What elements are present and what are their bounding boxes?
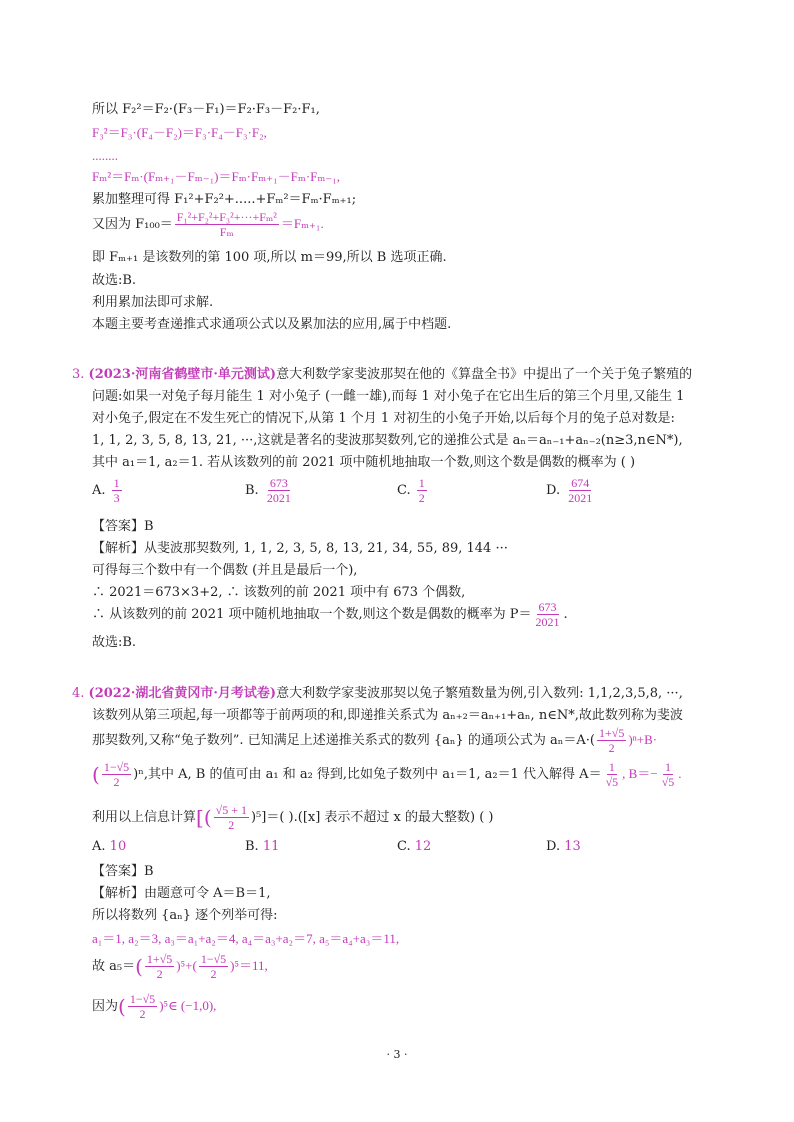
fraction: [145, 952, 174, 981]
question-4-line: 该数列从第三项起,每一项都等于前两项的和,即递推关系式为 aₙ₊₂＝aₙ₊₁+aₙ, n∈N*,故此数列称为斐波: [92, 708, 683, 723]
question-source: (2022·湖北省黄冈市·月考试卷): [88, 686, 277, 701]
solution-line: 故选:B.: [92, 273, 137, 288]
option-value: 11: [262, 839, 280, 854]
text: 又因为 F₁₀₀＝: [92, 217, 173, 232]
fraction: [175, 210, 279, 239]
paren: (: [118, 994, 126, 1019]
fraction: [597, 726, 626, 755]
question-3-line: [72, 366, 692, 384]
denominator: 2021: [568, 491, 593, 505]
answer-line: 【答案】B: [92, 864, 154, 879]
question-4-line: [72, 685, 683, 703]
solution-line: 利用累加法即可求解.: [92, 295, 214, 310]
option-label: D.: [546, 483, 561, 498]
text: )⁵＝11,: [230, 958, 268, 973]
numerator: 1: [113, 476, 120, 490]
option-c[interactable]: [397, 476, 429, 505]
paren: (: [135, 954, 143, 979]
option-a[interactable]: [92, 838, 126, 856]
fraction: [417, 476, 427, 505]
option-label: B.: [245, 483, 259, 498]
numerator: 674: [571, 476, 590, 490]
question-4-line: [92, 803, 494, 832]
analysis-line: 【解析】从斐波那契数列, 1, 1, 2, 3, 5, 8, 13, 21, 34, 55, 89, 144 ···: [92, 541, 508, 556]
question-number: 3.: [72, 367, 85, 382]
denominator: 2: [228, 818, 235, 832]
option-a[interactable]: [92, 476, 124, 505]
analysis-line: 可得每三个数中有一个偶数 (并且是最后一个),: [92, 563, 358, 578]
question-text: 意大利数学家斐波那契以兔子繁殖数量为例,引入数列: 1,1,2,3,5,8, ···,: [276, 686, 683, 701]
option-label: C.: [397, 483, 411, 498]
denominator: 2: [156, 967, 163, 981]
analysis-line: [92, 992, 216, 1021]
question-number: 4.: [72, 686, 85, 701]
denominator: 2: [139, 1007, 146, 1021]
denominator: 2: [210, 967, 217, 981]
denominator: 2: [418, 491, 425, 505]
question-3-line: 其中 a₁＝1, a₂＝1. 若从该数列的前 2021 项中随机地抽取一个数,则这个数是偶数的概率为 ( ): [92, 455, 636, 470]
fraction: [102, 760, 131, 789]
denominator: √5: [605, 775, 619, 789]
question-3-line: 对小兔子,假定在不发生死亡的情况下,从第 1 个月 1 对初生的小兔子开始,以后每个月的兔子总对数是:: [92, 411, 675, 426]
denominator: 2021: [266, 491, 291, 505]
question-4-line: [92, 760, 682, 789]
fraction: [128, 992, 157, 1021]
text: .: [563, 607, 568, 622]
bracket: [(: [196, 805, 212, 830]
analysis-line: 故选:B.: [92, 635, 137, 650]
text: 故 a₅＝: [92, 959, 136, 974]
option-label: A.: [92, 839, 106, 854]
option-c[interactable]: [397, 838, 431, 856]
analysis-line: 所以将数列 {aₙ} 逐个列举可得:: [92, 908, 278, 923]
solution-line: Fₘ²＝Fₘ·(Fₘ₊₁－Fₘ₋₁)＝Fₘ·Fₘ₊₁－Fₘ·Fₘ₋₁,: [92, 169, 340, 184]
option-label: B.: [245, 839, 259, 854]
denominator: 2: [113, 775, 120, 789]
text: )ⁿ+B·: [628, 732, 658, 747]
fraction: [604, 760, 621, 789]
paren: (: [92, 762, 100, 787]
answer-line: 【答案】B: [92, 519, 154, 534]
page-number: · 3 ·: [386, 1048, 408, 1061]
denominator: Fₘ: [219, 225, 234, 239]
option-b[interactable]: [245, 838, 279, 856]
denominator: 3: [113, 491, 120, 505]
solution-text: 所以 F₂²＝F₂·(F₃－F₁)＝F₂·F₃－F₂·F₁,: [92, 102, 320, 117]
numerator: 673: [538, 600, 557, 614]
text: )⁵∈ (−1,0),: [159, 998, 217, 1013]
option-label: A.: [92, 483, 106, 498]
question-text: 意大利数学家斐波那契在他的《算盘全书》中提出了一个关于兔子繁殖的: [276, 367, 693, 382]
solution-line: 累加整理可得 F₁²+F₂²+.....+Fₘ²＝Fₘ·Fₘ₊₁;: [92, 192, 357, 207]
numerator: 1: [664, 760, 671, 774]
numerator: 1+√5: [146, 952, 173, 966]
text: )⁵+(: [176, 958, 197, 973]
question-3-line: 问题:如果一对兔子每月能生 1 对小兔子 (一雌一雄),而每 1 对小兔子在它出生后的第三个月里,又能生 1: [92, 389, 685, 404]
fraction: [214, 803, 249, 832]
fraction: [660, 760, 677, 789]
analysis-line: [92, 952, 268, 981]
denominator: √5: [661, 775, 675, 789]
text: ＝Fₘ₊₁.: [280, 216, 324, 231]
option-d[interactable]: [546, 476, 596, 505]
text: ∴ 从该数列的前 2021 项中随机地抽取一个数,则这个数是偶数的概率为 P＝: [92, 607, 532, 622]
option-value: 13: [564, 839, 581, 854]
numerator: 1+√5: [598, 726, 625, 740]
numerator: F₁²+F₂²+F₃²+···+Fₘ²: [176, 210, 277, 224]
text: , B＝−: [622, 766, 658, 781]
denominator: 2021: [535, 615, 560, 629]
solution-line: [92, 210, 324, 239]
solution-line: [92, 101, 320, 119]
fraction: [566, 476, 594, 505]
ellipsis-line: ........: [92, 148, 118, 163]
analysis-line: [92, 600, 568, 629]
analysis-line: a₁＝1, a₂＝3, a₃＝a₁+a₂＝4, a₄＝a₃+a₂＝7, a₅＝a₄+a₃＝11,: [92, 931, 400, 946]
text: .: [678, 766, 682, 781]
option-b[interactable]: [245, 476, 295, 505]
text: 利用以上信息计算: [92, 810, 197, 825]
option-d[interactable]: [546, 838, 581, 856]
numerator: 673: [269, 476, 288, 490]
fraction: [112, 476, 122, 505]
fraction: [534, 600, 562, 629]
option-label: D.: [546, 839, 561, 854]
option-value: 12: [414, 839, 432, 854]
text: )ⁿ,其中 A, B 的值可由 a₁ 和 a₂ 得到,比如兔子数列中 a₁＝1, a₂＝1 代入解得 A＝: [133, 767, 602, 782]
question-3-line: 1, 1, 2, 3, 5, 8, 13, 21, ···,这就是著名的斐波那契数列,它的递推公式是 aₙ＝aₙ₋₁+aₙ₋₂(n≥3,n∈N*),: [92, 433, 683, 448]
denominator: 2: [608, 741, 615, 755]
option-value: 10: [109, 839, 127, 854]
solution-line: F₃²＝F₃·(F₄－F₂)＝F₃·F₄－F₃·F₂,: [92, 125, 267, 140]
numerator: 1−√5: [103, 760, 130, 774]
analysis-line: ∴ 2021＝673×3+2, ∴ 该数列的前 2021 项中有 673 个偶数,: [92, 585, 466, 600]
question-source: (2023·河南省鹤壁市·单元测试): [88, 367, 277, 382]
numerator: √5 + 1: [215, 803, 247, 817]
text: 那契数列,又称“兔子数列”. 已知满足上述递推关系式的数列 {aₙ} 的通项公式为 aₙ＝A·(: [92, 733, 595, 748]
numerator: 1−√5: [200, 952, 227, 966]
solution-line: 即 Fₘ₊₁ 是该数列的第 100 项,所以 m＝99,所以 B 选项正确.: [92, 250, 447, 265]
fraction: [265, 476, 293, 505]
analysis-line: 【解析】由题意可令 A＝B＝1,: [92, 886, 271, 901]
fraction: [199, 952, 228, 981]
text: 因为: [92, 999, 119, 1014]
solution-line: 本题主要考查递推式求通项公式以及累加法的应用,属于中档题.: [92, 317, 452, 332]
numerator: 1−√5: [129, 992, 156, 1006]
numerator: 1: [608, 760, 615, 774]
option-label: C.: [397, 839, 411, 854]
question-4-line: [92, 726, 657, 755]
numerator: 1: [418, 476, 425, 490]
text: )⁵]＝( ).([x] 表示不超过 x 的最大整数) ( ): [250, 810, 494, 825]
